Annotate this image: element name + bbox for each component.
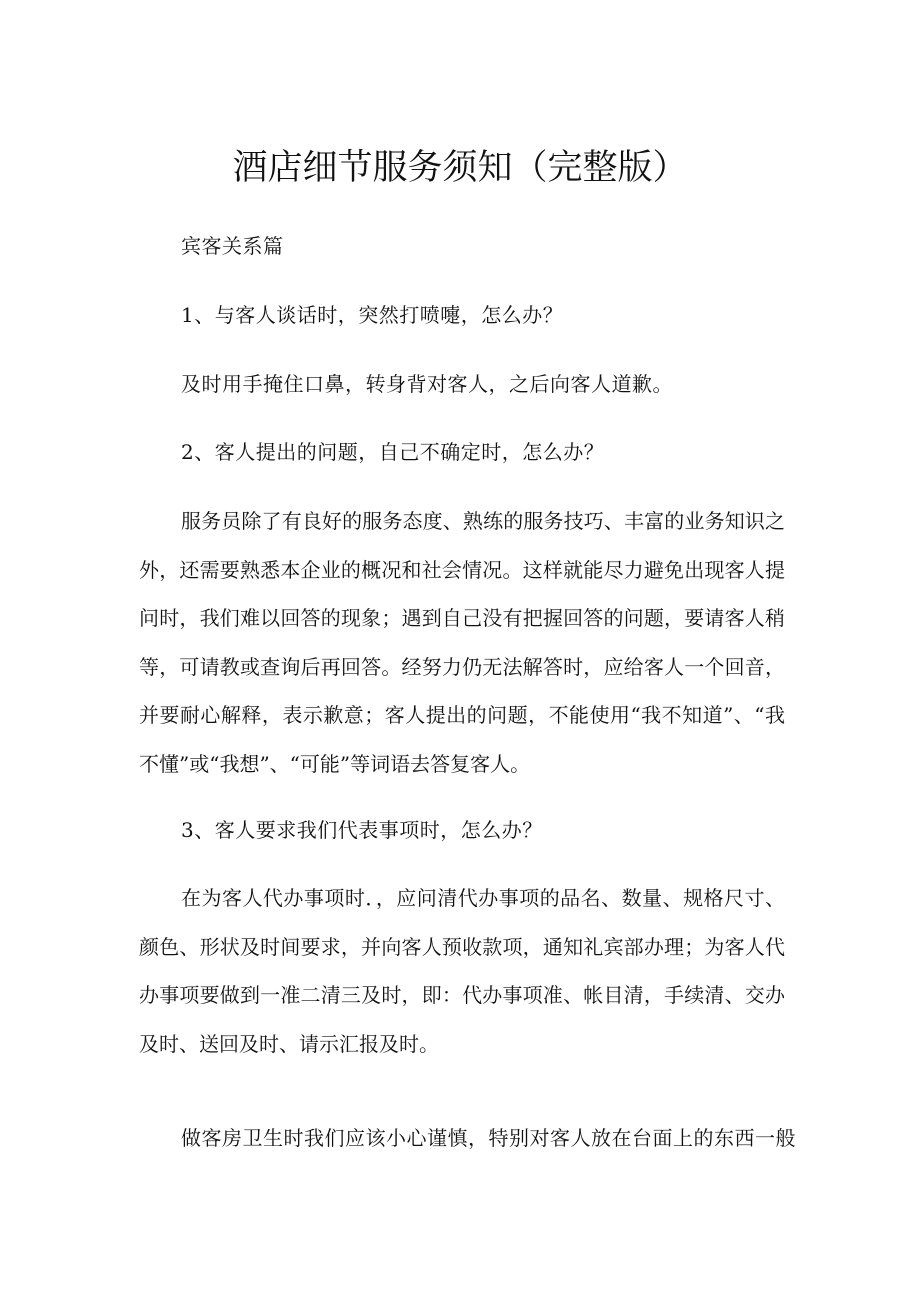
question-1: 1、与客人谈话时，突然打喷嚏，怎么办？ bbox=[181, 303, 564, 327]
question-3: 3、客人要求我们代表事项时，怎么办？ bbox=[181, 818, 543, 842]
answer-2: 服务员除了有良好的服务态度、熟练的服务技巧、丰富的业务知识之外，还需要熟悉本企业的概况和社会情况。这样就能尽力避免出现客人提问时，我们难以回答的现象；遇到自己没有把握回答的问题，要请客人稍等，可请教或查询后再回答。经努力仍无法解答时，应给客人一个回音，并要耐心解释，表示歉意；客人提出的问题，不能使用“我不知道”、“我不懂”或“我想”、“可能”等词语去答复客人。 bbox=[139, 509, 785, 776]
paragraph-4: 做客房卫生时我们应该小心谨慎，特别对客人放在台面上的东西一般 bbox=[181, 1126, 796, 1150]
answer-1: 及时用手掩住口鼻，转身背对客人，之后向客人道歉。 bbox=[181, 372, 673, 396]
question-2: 2、客人提出的问题，自己不确定时，怎么办？ bbox=[181, 440, 605, 464]
section-heading: 宾客关系篇 bbox=[181, 234, 284, 258]
answer-3: 在为客人代办事项时．，应问清代办事项的品名、数量、规格尺寸、颜色、形状及时间要求，并向客人预收款项，通知礼宾部办理；为客人代办事项要做到一准二清三及时，即：代办事项准、帐目清，手续清、交办及时、送回及时、请示汇报及时。 bbox=[139, 886, 785, 1056]
document-title: 酒店细节服务须知（完整版） bbox=[232, 148, 688, 188]
